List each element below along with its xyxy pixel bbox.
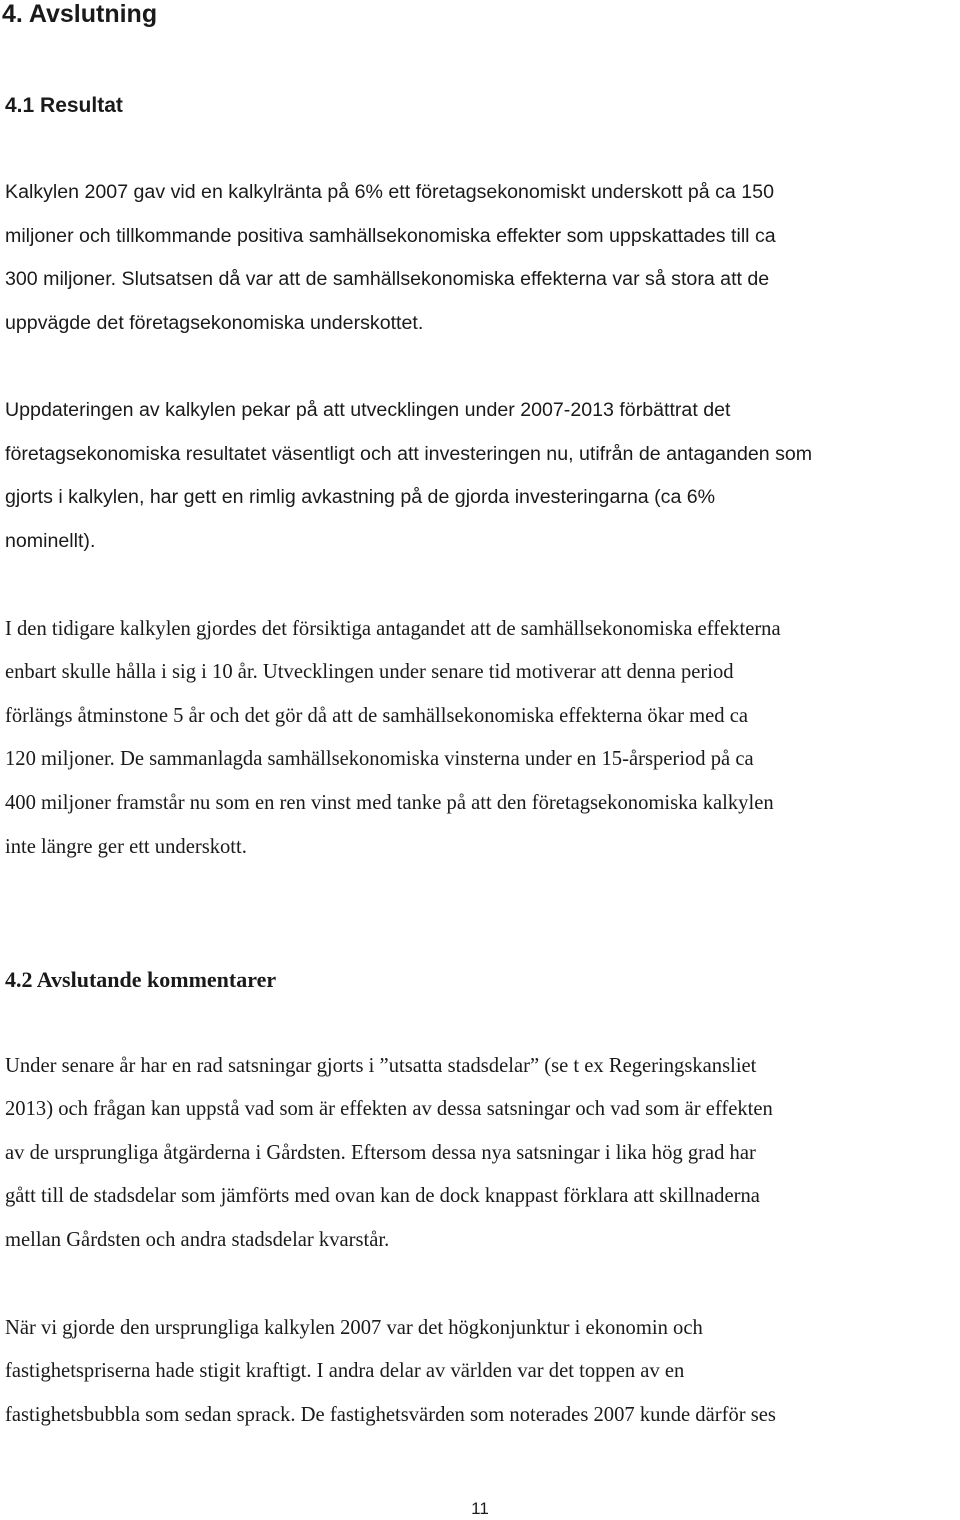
paragraph-1-line: 300 miljoner. Slutsatsen då var att de samhällsekonomiska effekterna var så stora att de	[5, 268, 770, 290]
paragraph-4-line: mellan Gårdsten och andra stadsdelar kvarstår.	[5, 1229, 390, 1251]
page-number: 11	[471, 1499, 489, 1518]
paragraph-3-line: förlängs åtminstone 5 år och det gör då att de samhällsekonomiska effekterna ökar med ca	[5, 705, 749, 727]
paragraph-3-line: enbart skulle hålla i sig i 10 år. Utvecklingen under senare tid motiverar att denna period	[5, 661, 734, 683]
paragraph-2-line: Uppdateringen av kalkylen pekar på att utvecklingen under 2007-2013 förbättrat det	[5, 399, 731, 421]
paragraph-1-line: uppvägde det företagsekonomiska underskottet.	[5, 312, 424, 334]
paragraph-5-line: fastighetspriserna hade stigit kraftigt. I andra delar av världen var det toppen av en	[5, 1360, 685, 1382]
paragraph-3-line: I den tidigare kalkylen gjordes det försiktiga antagandet att de samhällsekonomiska effekterna	[5, 618, 781, 640]
paragraph-5-line: När vi gjorde den ursprungliga kalkylen 2007 var det högkonjunktur i ekonomin och	[5, 1317, 703, 1339]
paragraph-1-line: miljoner och tillkommande positiva samhällsekonomiska effekter som uppskattades till ca	[5, 225, 776, 247]
paragraph-4-line: gått till de stadsdelar som jämförts med ovan kan de dock knappast förklara att skillnaderna	[5, 1185, 760, 1207]
paragraph-3-line: 400 miljoner framstår nu som en ren vinst med tanke på att den företagsekonomiska kalkylen	[5, 792, 774, 814]
paragraph-3-line: 120 miljoner. De sammanlagda samhällsekonomiska vinsterna under en 15-årsperiod på ca	[5, 748, 754, 770]
chapter-heading: 4. Avslutning	[2, 0, 158, 28]
paragraph-2-line: nominellt).	[5, 530, 96, 552]
paragraph-4-line: 2013) och frågan kan uppstå vad som är effekten av dessa satsningar och vad som är effekten	[5, 1098, 773, 1120]
paragraph-2-line: företagsekonomiska resultatet väsentligt och att investeringen nu, utifrån de antaganden som	[5, 443, 813, 465]
paragraph-1-line: Kalkylen 2007 gav vid en kalkylränta på 6% ett företagsekonomiskt underskott på ca 150	[5, 181, 774, 203]
paragraph-3-line: inte längre ger ett underskott.	[5, 836, 247, 858]
paragraph-5-line: fastighetsbubbla som sedan sprack. De fastighetsvärden som noterades 2007 kunde därför ses	[5, 1404, 776, 1426]
section-heading-resultat: 4.1 Resultat	[5, 94, 123, 117]
paragraph-2-line: gjorts i kalkylen, har gett en rimlig avkastning på de gjorda investeringarna (ca 6%	[5, 486, 716, 508]
paragraph-4-line: Under senare år har en rad satsningar gjorts i ”utsatta stadsdelar” (se t ex Regeringskansliet	[5, 1055, 757, 1077]
section-heading-kommentarer: 4.2 Avslutande kommentarer	[5, 967, 277, 992]
paragraph-4-line: av de ursprungliga åtgärderna i Gårdsten. Eftersom dessa nya satsningar i lika hög grad har	[5, 1142, 756, 1164]
